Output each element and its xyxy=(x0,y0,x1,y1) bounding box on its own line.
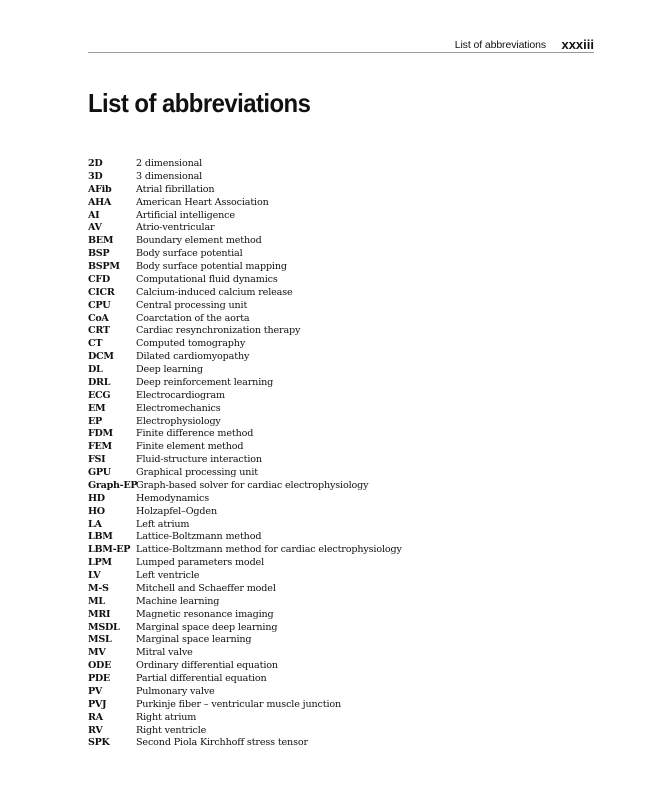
abbreviation-definition: Right ventricle xyxy=(136,724,207,736)
abbreviation-definition: Purkinje fiber – ventricular muscle junction xyxy=(136,698,342,710)
abbreviation-term: PV xyxy=(88,685,103,697)
abbreviation-definition: Dilated cardiomyopathy xyxy=(136,351,250,363)
abbreviation-row xyxy=(88,171,588,184)
abbreviation-term: HD xyxy=(88,492,105,504)
page-number: xxxiii xyxy=(561,37,594,52)
abbreviation-term: FEM xyxy=(88,441,112,453)
abbreviation-term: MSDL xyxy=(88,621,120,633)
abbreviation-row xyxy=(88,480,588,493)
abbreviation-row xyxy=(88,197,588,210)
abbreviation-term: LV xyxy=(88,570,101,581)
abbreviation-row xyxy=(88,737,588,750)
abbreviation-term: CPU xyxy=(88,299,111,311)
abbreviation-row xyxy=(88,261,588,274)
abbreviation-definition: Left atrium xyxy=(136,518,190,530)
abbreviation-row xyxy=(88,325,588,338)
abbreviation-term: CICR xyxy=(88,286,115,298)
abbreviation-term: BSPM xyxy=(88,261,120,272)
abbreviation-definition: Right atrium xyxy=(136,711,197,723)
abbreviation-term: SPK xyxy=(88,737,110,749)
abbreviation-definition: Central processing unit xyxy=(136,299,248,311)
abbreviation-definition: Electromechanics xyxy=(136,402,221,414)
abbreviation-term: AV xyxy=(88,222,102,234)
abbreviation-definition: Finite difference method xyxy=(136,428,254,440)
abbreviation-row xyxy=(88,647,588,660)
abbreviation-row xyxy=(88,725,588,738)
abbreviation-term: LBM xyxy=(88,531,113,543)
abbreviation-term: ML xyxy=(88,595,105,607)
abbreviation-term: CT xyxy=(88,338,103,350)
abbreviation-definition: Magnetic resonance imaging xyxy=(136,608,274,620)
abbreviation-term: Graph-EP xyxy=(88,479,138,491)
abbreviation-definition: Computational fluid dynamics xyxy=(136,273,278,285)
abbreviation-term: AHA xyxy=(88,196,112,208)
abbreviation-term: 3D xyxy=(88,170,103,182)
abbreviation-definition: Cardiac resynchronization therapy xyxy=(136,325,301,337)
abbreviation-row xyxy=(88,403,588,416)
abbreviation-definition: Artificial intelligence xyxy=(136,209,235,221)
abbreviation-term: PVJ xyxy=(88,698,107,710)
abbreviation-row xyxy=(88,544,588,557)
abbreviation-term: EM xyxy=(88,402,106,414)
abbreviation-term: LPM xyxy=(88,557,112,569)
running-header xyxy=(88,38,594,53)
abbreviation-definition: Graph-based solver for cardiac electrophysiology xyxy=(136,479,369,491)
abbreviation-row xyxy=(88,454,588,467)
abbreviation-row xyxy=(88,274,588,287)
abbreviation-term: 2D xyxy=(88,158,103,169)
abbreviation-definition: Deep reinforcement learning xyxy=(136,376,274,388)
abbreviation-term: MSL xyxy=(88,634,112,646)
abbreviation-definition: Finite element method xyxy=(136,441,244,453)
page-title: List of abbreviations xyxy=(88,88,311,118)
abbreviation-definition: Calcium-induced calcium release xyxy=(136,286,293,298)
abbreviation-definition: Body surface potential xyxy=(136,248,243,260)
abbreviation-definition: Atrial fibrillation xyxy=(136,183,215,195)
abbreviation-definition: Holzapfel–Ogden xyxy=(136,505,217,517)
abbreviation-row xyxy=(88,351,588,364)
abbreviation-term: HO xyxy=(88,505,105,517)
abbreviation-definition: Second Piola Kirchhoff stress tensor xyxy=(136,737,308,749)
abbreviation-term: CoA xyxy=(88,312,109,324)
abbreviation-row xyxy=(88,557,588,570)
abbreviation-row xyxy=(88,158,588,171)
abbreviation-definition: Machine learning xyxy=(136,595,220,607)
abbreviation-term: LBM-EP xyxy=(88,544,131,556)
abbreviation-term: ODE xyxy=(88,660,112,672)
abbreviation-term: CRT xyxy=(88,325,110,337)
abbreviation-term: LA xyxy=(88,518,102,530)
abbreviation-term: MRI xyxy=(88,608,111,620)
abbreviation-definition: Lumped parameters model xyxy=(136,557,265,569)
abbreviation-term: RV xyxy=(88,724,103,736)
abbreviation-definition: Fluid-structure interaction xyxy=(136,454,262,466)
abbreviation-row xyxy=(88,313,588,326)
abbreviation-row xyxy=(88,609,588,622)
abbreviation-term: FDM xyxy=(88,428,113,440)
abbreviation-definition: Coarctation of the aorta xyxy=(136,312,250,324)
abbreviation-term: GPU xyxy=(88,467,111,478)
abbreviation-definition: Boundary element method xyxy=(136,235,262,247)
abbreviation-row xyxy=(88,583,588,596)
abbreviation-row xyxy=(88,441,588,454)
abbreviation-row xyxy=(88,287,588,300)
abbreviation-definition: Mitral valve xyxy=(136,647,193,659)
abbreviation-row xyxy=(88,390,588,403)
abbreviation-row xyxy=(88,364,588,377)
abbreviation-definition: Deep learning xyxy=(136,364,203,375)
abbreviation-definition: Left ventricle xyxy=(136,570,200,581)
abbreviation-row xyxy=(88,184,588,197)
abbreviation-term: PDE xyxy=(88,673,110,684)
abbreviation-definition: Computed tomography xyxy=(136,338,246,350)
abbreviation-definition: Ordinary differential equation xyxy=(136,660,278,672)
abbreviation-row xyxy=(88,338,588,351)
abbreviation-term: BSP xyxy=(88,248,110,260)
abbreviation-term: M-S xyxy=(88,582,109,594)
abbreviation-definition: 2 dimensional xyxy=(136,158,203,169)
abbreviation-row xyxy=(88,300,588,313)
abbreviation-row xyxy=(88,699,588,712)
abbreviation-definition: Atrio-ventricular xyxy=(136,222,215,234)
abbreviation-definition: Lattice-Boltzmann method xyxy=(136,531,262,543)
abbreviation-row xyxy=(88,428,588,441)
abbreviation-term: DRL xyxy=(88,376,111,388)
abbreviation-row xyxy=(88,210,588,223)
abbreviation-definition: Body surface potential mapping xyxy=(136,261,287,272)
abbreviation-definition: Electrophysiology xyxy=(136,415,221,427)
abbreviation-definition: Electrocardiogram xyxy=(136,389,225,401)
abbreviation-row xyxy=(88,673,588,686)
abbreviation-definition: Graphical processing unit xyxy=(136,467,258,478)
abbreviation-row xyxy=(88,377,588,390)
abbreviation-definition: Partial differential equation xyxy=(136,673,267,684)
abbreviation-term: ECG xyxy=(88,389,111,401)
abbreviation-row xyxy=(88,506,588,519)
abbreviation-definition: Marginal space deep learning xyxy=(136,621,278,633)
abbreviation-row xyxy=(88,531,588,544)
abbreviation-term: AI xyxy=(88,209,100,221)
abbreviation-row xyxy=(88,467,588,480)
abbreviation-term: EP xyxy=(88,415,102,427)
abbreviation-term: CFD xyxy=(88,273,110,285)
abbreviation-definition: Mitchell and Schaeffer model xyxy=(136,582,276,594)
running-title: List of abbreviations xyxy=(454,39,546,51)
abbreviation-definition: Pulmonary valve xyxy=(136,685,215,697)
abbreviation-row xyxy=(88,416,588,429)
abbreviation-row xyxy=(88,248,588,261)
abbreviation-row xyxy=(88,660,588,673)
abbreviation-row xyxy=(88,686,588,699)
abbreviation-term: BEM xyxy=(88,235,114,247)
abbreviation-row xyxy=(88,622,588,635)
abbreviation-row xyxy=(88,222,588,235)
abbreviation-definition: Marginal space learning xyxy=(136,634,252,646)
abbreviation-row xyxy=(88,519,588,532)
abbreviation-row xyxy=(88,235,588,248)
abbreviation-term: MV xyxy=(88,647,106,659)
abbreviation-definition: Hemodynamics xyxy=(136,492,210,504)
abbreviation-row xyxy=(88,712,588,725)
abbreviation-row xyxy=(88,634,588,647)
abbreviation-row xyxy=(88,493,588,506)
abbreviation-term: RA xyxy=(88,711,103,723)
abbreviation-term: DL xyxy=(88,364,103,375)
abbreviation-list xyxy=(88,158,588,750)
abbreviation-row xyxy=(88,596,588,609)
abbreviation-term: FSI xyxy=(88,454,106,466)
abbreviation-term: DCM xyxy=(88,351,114,363)
abbreviation-term: AFib xyxy=(88,183,112,195)
abbreviation-definition: Lattice-Boltzmann method for cardiac electrophysiology xyxy=(136,544,402,556)
abbreviation-row xyxy=(88,570,588,583)
abbreviation-definition: American Heart Association xyxy=(136,196,269,208)
abbreviation-definition: 3 dimensional xyxy=(136,170,203,182)
